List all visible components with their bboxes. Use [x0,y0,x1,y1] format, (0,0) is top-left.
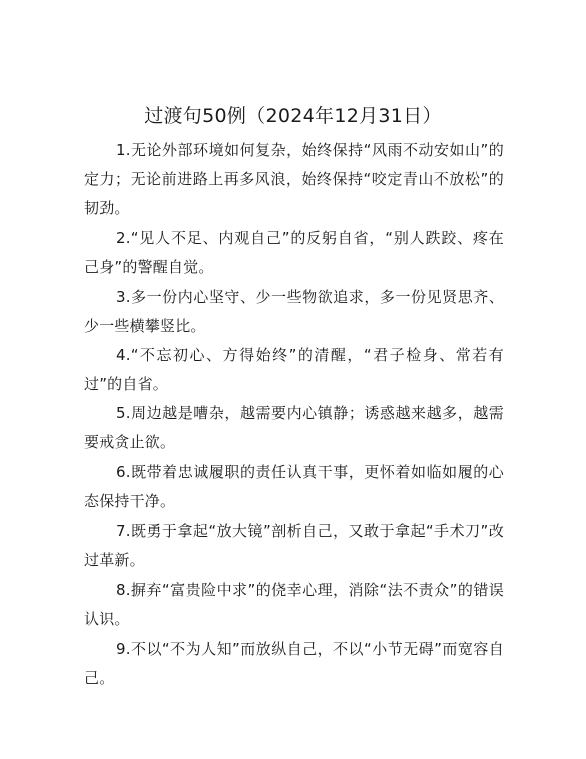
paragraph-8: 8.摒弃“富贵险中求”的侥幸心理，消除“法不责众”的错误认识。 [84,581,504,628]
paragraph-2: 2.“见人不足、内观自己”的反躬自省，“别人跌跤、疼在己身”的警醒自觉。 [84,229,504,276]
paragraph-5: 5.周边越是嘈杂，越需要内心镇静；诱惑越来越多，越需要戒贪止欲。 [84,404,504,451]
paragraph-4: 4.“不忘初心、方得始终”的清醒，“君子检身、常若有过”的自省。 [84,346,504,393]
paragraph-3: 3.多一份内心坚守、少一些物欲追求，多一份见贤思齐、少一些横攀竖比。 [84,288,504,335]
paragraph-1: 1.无论外部环境如何复杂，始终保持“风雨不动安如山”的定力；无论前进路上再多风浪，始终保持“咬定青山不放松”的韧劲。 [84,141,504,217]
paragraph-9: 9.不以“不为人知”而放纵自己，不以“小节无碍”而宽容自己。 [84,640,504,687]
document-title: 过渡句50例（2024年12月31日） [144,105,442,127]
paragraph-7: 7.既勇于拿起“放大镜”剖析自己，又敢于拿起“手术刀”改过革新。 [84,522,504,569]
paragraph-6: 6.既带着忠诚履职的责任认真干事，更怀着如临如履的心态保持干净。 [84,463,504,510]
